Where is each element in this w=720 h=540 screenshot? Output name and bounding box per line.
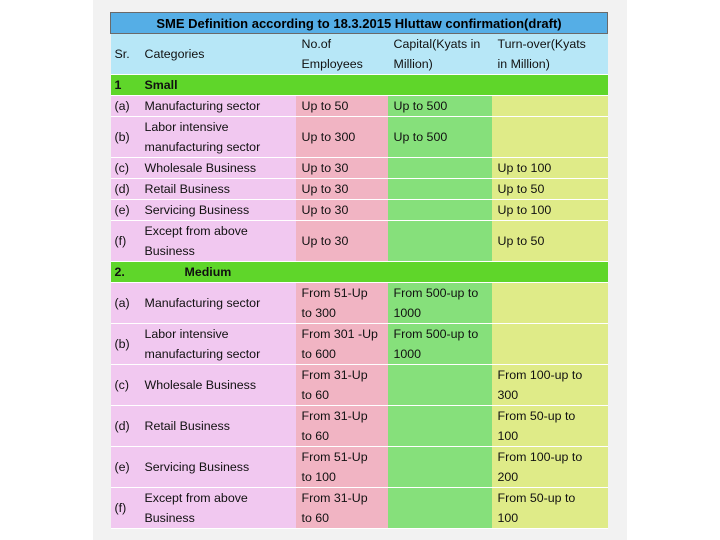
cell-text-line: Up to 300 xyxy=(301,130,356,144)
row-capital xyxy=(388,158,492,179)
row-capital xyxy=(388,96,492,117)
table-row xyxy=(111,488,608,529)
table-row xyxy=(111,406,608,447)
cell-text-line: to 600 xyxy=(301,347,336,361)
row-turnover xyxy=(492,200,608,221)
cell-text-line: 100 xyxy=(497,511,519,525)
row-capital xyxy=(388,179,492,200)
cell-text-line: 200 xyxy=(497,470,519,484)
cell-text-line: Wholesale Business xyxy=(144,161,257,175)
cell-text-line: From 31-Up xyxy=(301,491,368,505)
cell-text-line: Up to 30 xyxy=(301,234,349,248)
row-employees xyxy=(296,365,388,406)
row-employees xyxy=(296,406,388,447)
row-turnover xyxy=(492,447,608,488)
row-category xyxy=(139,200,296,221)
cell-text-line: manufacturing sector xyxy=(144,140,261,154)
cell-text-line: From 31-Up xyxy=(301,368,368,382)
table-row xyxy=(111,365,608,406)
row-turnover xyxy=(492,488,608,529)
row-category xyxy=(139,365,296,406)
cell-text-line: to 60 xyxy=(301,388,330,402)
row-turnover xyxy=(492,406,608,447)
cell-text-line: From 51-Up xyxy=(301,286,368,300)
row-sr: (b) xyxy=(111,324,139,365)
sme-definition-table-container xyxy=(110,12,607,529)
cell-text-line: Labor intensive xyxy=(144,327,229,341)
table-row xyxy=(111,158,608,179)
section-number: 2. xyxy=(111,262,139,283)
cell-text-line: Up to 30 xyxy=(301,182,349,196)
row-employees xyxy=(296,447,388,488)
cell-text-line: Up to 50 xyxy=(497,182,545,196)
table-title: SME Definition according to 18.3.2015 Hluttaw confirmation(draft) xyxy=(111,13,608,34)
row-category xyxy=(139,179,296,200)
table-row xyxy=(111,324,608,365)
row-category xyxy=(139,324,296,365)
header-row xyxy=(111,34,608,75)
cell-text-line: From 301 -Up xyxy=(301,327,378,341)
section-label: Medium xyxy=(184,265,232,279)
row-category xyxy=(139,221,296,262)
row-turnover xyxy=(492,365,608,406)
cell-text-line: From 500-up to xyxy=(393,286,479,300)
table-row xyxy=(111,447,608,488)
row-category xyxy=(139,96,296,117)
row-capital xyxy=(388,324,492,365)
cell-text-line: Up to 30 xyxy=(301,203,349,217)
table-row xyxy=(111,179,608,200)
cell-text-line: 100 xyxy=(497,429,519,443)
row-category xyxy=(139,158,296,179)
cell-text-line: Up to 50 xyxy=(497,234,545,248)
cell-text-line: Up to 100 xyxy=(497,161,552,175)
cell-text-line: Business xyxy=(144,511,195,525)
row-category xyxy=(139,283,296,324)
row-sr: (d) xyxy=(111,179,139,200)
row-category xyxy=(139,488,296,529)
cell-text-line: 1000 xyxy=(393,347,422,361)
cell-text-line: Except from above xyxy=(144,491,248,505)
cell-text-line: From 51-Up xyxy=(301,450,368,464)
cell-text-line: From 500-up to xyxy=(393,327,479,341)
row-turnover xyxy=(492,179,608,200)
header-employees-line2: Employees xyxy=(301,57,363,71)
row-capital xyxy=(388,283,492,324)
row-employees xyxy=(296,96,388,117)
cell-text-line: manufacturing sector xyxy=(144,347,261,361)
cell-text-line: Retail Business xyxy=(144,419,230,433)
table-row xyxy=(111,117,608,158)
row-sr: (d) xyxy=(111,406,139,447)
row-sr: (f) xyxy=(111,488,139,529)
header-employees xyxy=(296,34,388,75)
row-employees xyxy=(296,221,388,262)
cell-text-line: Up to 50 xyxy=(301,99,349,113)
row-sr: (b) xyxy=(111,117,139,158)
row-employees xyxy=(296,488,388,529)
title-row xyxy=(111,13,608,34)
row-sr: (e) xyxy=(111,447,139,488)
section-label-cell xyxy=(139,262,608,283)
row-capital xyxy=(388,447,492,488)
header-turnover xyxy=(492,34,608,75)
row-sr: (c) xyxy=(111,158,139,179)
row-turnover xyxy=(492,324,608,365)
row-capital xyxy=(388,488,492,529)
row-turnover xyxy=(492,221,608,262)
cell-text-line: Up to 500 xyxy=(393,130,448,144)
section-label: Small xyxy=(144,78,178,92)
row-turnover xyxy=(492,117,608,158)
cell-text-line: to 300 xyxy=(301,306,336,320)
header-categories: Categories xyxy=(139,34,296,75)
cell-text-line: 1000 xyxy=(393,306,422,320)
cell-text-line: Labor intensive xyxy=(144,120,229,134)
row-category xyxy=(139,406,296,447)
header-employees-line1: No.of xyxy=(301,37,332,51)
section-number: 1 xyxy=(111,75,139,96)
cell-text-line: Up to 100 xyxy=(497,203,552,217)
row-capital xyxy=(388,200,492,221)
row-sr: (e) xyxy=(111,200,139,221)
table-row xyxy=(111,96,608,117)
header-capital-line1: Capital(Kyats in xyxy=(393,37,481,51)
table-row xyxy=(111,221,608,262)
table-row xyxy=(111,200,608,221)
cell-text-line: Manufacturing sector xyxy=(144,99,261,113)
row-capital xyxy=(388,406,492,447)
row-capital xyxy=(388,221,492,262)
cell-text-line: From 100-up to xyxy=(497,450,583,464)
cell-text-line: Business xyxy=(144,244,195,258)
row-capital xyxy=(388,117,492,158)
cell-text-line: Wholesale Business xyxy=(144,378,257,392)
header-turnover-line2: in Million) xyxy=(497,57,550,71)
header-sr: Sr. xyxy=(111,34,139,75)
cell-text-line: Except from above xyxy=(144,224,248,238)
cell-text-line: Manufacturing sector xyxy=(144,296,261,310)
cell-text-line: Servicing Business xyxy=(144,203,250,217)
cell-text-line: Up to 500 xyxy=(393,99,448,113)
cell-text-line: From 50-up to xyxy=(497,491,576,505)
row-capital xyxy=(388,365,492,406)
section-row xyxy=(111,262,608,283)
cell-text-line: Retail Business xyxy=(144,182,230,196)
row-employees xyxy=(296,200,388,221)
row-employees xyxy=(296,158,388,179)
row-category xyxy=(139,447,296,488)
cell-text-line: 300 xyxy=(497,388,519,402)
row-sr: (c) xyxy=(111,365,139,406)
table-row xyxy=(111,283,608,324)
row-turnover xyxy=(492,96,608,117)
row-sr: (a) xyxy=(111,283,139,324)
header-capital xyxy=(388,34,492,75)
row-turnover xyxy=(492,158,608,179)
row-employees xyxy=(296,117,388,158)
section-label-cell xyxy=(139,75,608,96)
row-employees xyxy=(296,179,388,200)
cell-text-line: Servicing Business xyxy=(144,460,250,474)
row-employees xyxy=(296,283,388,324)
row-turnover xyxy=(492,283,608,324)
header-capital-line2: Million) xyxy=(393,57,433,71)
row-sr: (f) xyxy=(111,221,139,262)
row-sr: (a) xyxy=(111,96,139,117)
cell-text-line: to 60 xyxy=(301,429,330,443)
row-employees xyxy=(296,324,388,365)
cell-text-line: From 31-Up xyxy=(301,409,368,423)
cell-text-line: From 50-up to xyxy=(497,409,576,423)
cell-text-line: to 100 xyxy=(301,470,336,484)
header-turnover-line1: Turn-over(Kyats xyxy=(497,37,586,51)
cell-text-line: From 100-up to xyxy=(497,368,583,382)
sme-definition-table xyxy=(110,12,608,529)
cell-text-line: Up to 30 xyxy=(301,161,349,175)
cell-text-line: to 60 xyxy=(301,511,330,525)
row-category xyxy=(139,117,296,158)
section-row xyxy=(111,75,608,96)
